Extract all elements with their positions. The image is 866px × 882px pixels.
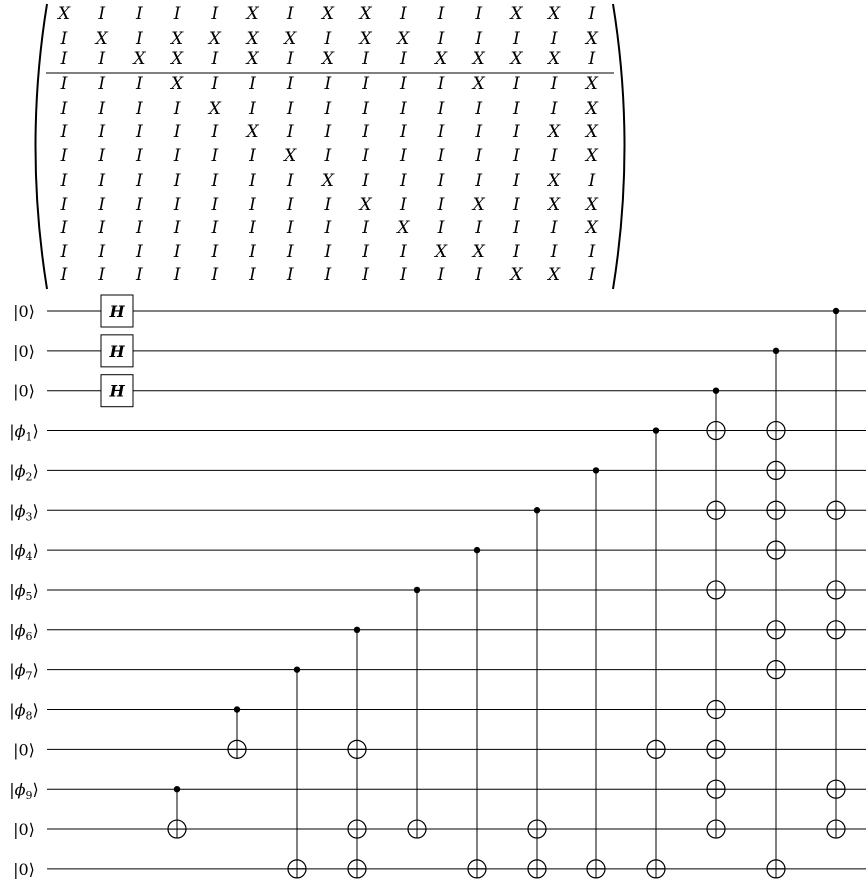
wire-label: |0⟩ <box>13 302 35 321</box>
matrix-entry: I <box>211 4 219 24</box>
matrix-entry: I <box>173 265 181 285</box>
matrix-entry: I <box>249 171 256 191</box>
matrix-entry: I <box>249 218 256 238</box>
matrix-entry: I <box>136 195 143 215</box>
matrix-entry: X <box>359 195 372 215</box>
matrix-entry: I <box>437 265 445 285</box>
matrix-entry: X <box>246 29 259 49</box>
matrix-entry: X <box>397 218 410 238</box>
matrix-entry: I <box>211 122 219 142</box>
matrix-entry: I <box>136 171 143 191</box>
matrix-entry: I <box>362 99 369 119</box>
matrix-entry: I <box>173 122 181 142</box>
matrix-entry: I <box>173 146 181 166</box>
matrix-entry: I <box>475 265 483 285</box>
wire-label: $|\phi_2⟩$ <box>9 461 39 484</box>
control-dot <box>653 427 659 433</box>
matrix-entry: I <box>362 218 369 238</box>
matrix-entry: X <box>208 99 221 119</box>
wire-label: |0⟩ <box>13 740 35 760</box>
matrix-entry: I <box>286 74 294 94</box>
matrix-entry: X <box>321 49 334 69</box>
wire-label: $|\phi_1⟩$ <box>9 421 39 444</box>
matrix-entry: I <box>60 29 68 49</box>
matrix-entry: I <box>324 74 332 94</box>
matrix-entry: I <box>324 195 332 215</box>
hadamard-gate-label: H <box>109 341 125 361</box>
control-dot <box>713 388 719 394</box>
matrix-entry: I <box>60 146 68 166</box>
matrix-entry: I <box>588 265 596 285</box>
matrix-entry: I <box>550 74 558 94</box>
matrix-entry: I <box>362 49 369 69</box>
matrix-entry: I <box>399 195 407 215</box>
matrix-entry: X <box>95 29 108 49</box>
matrix-entry: I <box>513 195 520 215</box>
matrix-entry: I <box>173 99 181 119</box>
matrix-entry: I <box>211 218 219 238</box>
matrix-entry: I <box>550 218 558 238</box>
hadamard-gate-label: H <box>109 381 125 401</box>
matrix-entry: I <box>249 146 256 166</box>
matrix-entry: X <box>284 29 297 49</box>
matrix-entry: I <box>211 49 219 69</box>
matrix-entry: I <box>399 242 407 262</box>
matrix-entry: X <box>548 195 561 215</box>
matrix-entry: X <box>510 4 523 24</box>
matrix-entry: I <box>173 171 181 191</box>
matrix-entry: I <box>513 146 520 166</box>
matrix-entry: I <box>513 99 520 119</box>
matrix-entry: I <box>98 4 106 24</box>
matrix-entry: I <box>173 195 181 215</box>
matrix-entry: I <box>399 146 407 166</box>
matrix-entry: I <box>513 74 520 94</box>
matrix-entry: X <box>133 49 146 69</box>
matrix-entry: I <box>437 122 445 142</box>
matrix-entry: I <box>437 99 445 119</box>
matrix-entry: I <box>286 49 294 69</box>
matrix-entry: I <box>437 171 445 191</box>
matrix-entry: I <box>286 99 294 119</box>
matrix-entry: I <box>249 242 256 262</box>
wire-label: |0⟩ <box>13 341 35 361</box>
matrix-entry: I <box>60 49 68 69</box>
matrix-entry: X <box>321 171 334 191</box>
matrix-entry: I <box>211 265 219 285</box>
matrix-entry: I <box>362 74 369 94</box>
matrix-entry: X <box>585 122 598 142</box>
matrix-entry: I <box>249 195 256 215</box>
matrix-entry: I <box>60 265 68 285</box>
matrix-entry: X <box>510 265 523 285</box>
control-dot <box>234 706 240 712</box>
matrix-entry: I <box>324 218 332 238</box>
matrix-entry: I <box>437 195 445 215</box>
matrix-entry: I <box>399 4 407 24</box>
matrix-entry: I <box>136 265 143 285</box>
matrix-entry: I <box>286 4 294 24</box>
wire-label: $|\phi_3⟩$ <box>9 501 39 524</box>
matrix-entry: I <box>475 171 483 191</box>
matrix-entry: I <box>588 49 596 69</box>
matrix-entry: X <box>585 29 598 49</box>
matrix-entry: I <box>136 242 143 262</box>
matrix-entry: I <box>286 195 294 215</box>
matrix-entry: I <box>513 122 520 142</box>
matrix-entry: X <box>548 49 561 69</box>
matrix-entry: X <box>585 218 598 238</box>
matrix-entry: I <box>286 242 294 262</box>
matrix-entry: I <box>211 171 219 191</box>
wire-label: $|\phi_6⟩$ <box>9 620 39 643</box>
matrix-entry: I <box>286 122 294 142</box>
quantum-circuit <box>9 295 866 879</box>
matrix-entry: I <box>249 265 256 285</box>
matrix-left-paren <box>36 4 48 289</box>
matrix-entry: I <box>362 242 369 262</box>
matrix-entry: X <box>548 171 561 191</box>
matrix-entry: I <box>136 122 143 142</box>
matrix-entry: I <box>399 265 407 285</box>
matrix-entry: I <box>286 171 294 191</box>
matrix-entry: I <box>550 242 558 262</box>
matrix-entry: I <box>475 122 483 142</box>
matrix-entry: I <box>136 4 143 24</box>
wire-label: $|\phi_5⟩$ <box>9 580 39 603</box>
matrix-entry: I <box>60 74 68 94</box>
matrix-entry: I <box>399 49 407 69</box>
matrix-entry: X <box>321 4 334 24</box>
matrix-entry: I <box>362 122 369 142</box>
matrix-entry: X <box>246 122 259 142</box>
matrix-entry: I <box>437 4 445 24</box>
matrix-entry: X <box>171 74 184 94</box>
matrix-entry: I <box>211 242 219 262</box>
matrix-entry: I <box>249 99 256 119</box>
stabilizer-matrix <box>36 4 625 289</box>
control-dot <box>414 587 420 593</box>
matrix-entry: I <box>324 29 332 49</box>
wire-label: $|\phi_4⟩$ <box>9 541 39 564</box>
matrix-entry: X <box>434 49 448 69</box>
matrix-entry: I <box>98 122 106 142</box>
matrix-entry: I <box>513 218 520 238</box>
matrix-entry: X <box>171 29 184 49</box>
control-dot <box>773 348 779 354</box>
matrix-entry: I <box>136 146 143 166</box>
matrix-entry: I <box>60 218 68 238</box>
wire-label: $|\phi_9⟩$ <box>9 780 39 803</box>
matrix-entry: I <box>173 242 181 262</box>
matrix-entry: I <box>588 171 596 191</box>
matrix-entry: I <box>98 74 106 94</box>
matrix-entry: X <box>208 29 221 49</box>
control-dot <box>833 308 839 314</box>
matrix-entry: I <box>475 29 483 49</box>
matrix-entry: X <box>585 195 598 215</box>
matrix-entry: I <box>211 146 219 166</box>
matrix-entry: I <box>513 29 520 49</box>
matrix-entry: I <box>362 265 369 285</box>
matrix-entry: X <box>585 74 598 94</box>
matrix-entry: I <box>437 29 445 49</box>
matrix-entry: I <box>475 4 483 24</box>
matrix-entry: I <box>60 122 68 142</box>
matrix-entry: I <box>437 74 445 94</box>
control-dot <box>294 666 300 672</box>
matrix-entry: I <box>98 99 106 119</box>
matrix-entry: I <box>211 74 219 94</box>
matrix-entry: I <box>513 242 520 262</box>
matrix-entry: I <box>136 74 143 94</box>
matrix-entry: I <box>136 29 143 49</box>
matrix-entry: I <box>286 265 294 285</box>
matrix-entry: X <box>359 29 372 49</box>
matrix-entry: I <box>98 242 106 262</box>
matrix-entry: I <box>98 265 106 285</box>
matrix-entry: I <box>475 218 483 238</box>
wire-label: $|\phi_8⟩$ <box>9 700 39 723</box>
matrix-entry: I <box>437 146 445 166</box>
matrix-entry: X <box>397 29 410 49</box>
matrix-entry: I <box>60 242 68 262</box>
matrix-entry: X <box>510 49 523 69</box>
matrix-entry: X <box>472 242 485 262</box>
matrix-entry: I <box>324 122 332 142</box>
matrix-entry: X <box>57 4 71 24</box>
matrix-entry: I <box>399 99 407 119</box>
matrix-entry: I <box>362 146 369 166</box>
matrix-entry: I <box>98 146 106 166</box>
matrix-entry: X <box>246 4 259 24</box>
matrix-entry: I <box>324 265 332 285</box>
hadamard-gate-label: H <box>109 302 125 321</box>
matrix-entry: X <box>585 146 598 166</box>
control-dot <box>534 507 540 513</box>
matrix-entry: X <box>548 265 561 285</box>
matrix-entry: I <box>98 195 106 215</box>
matrix-entry: I <box>399 122 407 142</box>
control-dot <box>474 547 480 553</box>
matrix-entry: I <box>136 218 143 238</box>
matrix-entry: I <box>98 171 106 191</box>
matrix-entry: I <box>588 4 596 24</box>
wire-label: $|\phi_7⟩$ <box>9 660 39 683</box>
matrix-entry: I <box>211 195 219 215</box>
matrix-entry: X <box>434 242 448 262</box>
matrix-entry: I <box>60 171 68 191</box>
control-dot <box>354 627 360 633</box>
matrix-entry: I <box>98 218 106 238</box>
matrix-entry: I <box>475 146 483 166</box>
matrix-entry: I <box>286 218 294 238</box>
matrix-entry: X <box>359 4 372 24</box>
wire-label: |0⟩ <box>13 859 35 879</box>
matrix-entry: I <box>437 218 445 238</box>
matrix-entry: I <box>475 99 483 119</box>
matrix-entry: X <box>171 49 184 69</box>
matrix-entry: I <box>136 99 143 119</box>
matrix-entry: I <box>60 99 68 119</box>
matrix-entry: X <box>548 122 561 142</box>
matrix-entry: I <box>173 218 181 238</box>
matrix-entry: I <box>249 74 256 94</box>
control-dot <box>174 786 180 792</box>
matrix-entry: I <box>513 171 520 191</box>
matrix-entry: I <box>324 146 332 166</box>
wire-label: |0⟩ <box>13 820 35 840</box>
matrix-entry: I <box>399 171 407 191</box>
matrix-right-paren <box>613 4 625 289</box>
matrix-entry: X <box>246 49 259 69</box>
matrix-entry: X <box>585 99 598 119</box>
matrix-entry: I <box>324 242 332 262</box>
matrix-entry: I <box>399 74 407 94</box>
matrix-entry: X <box>284 146 297 166</box>
matrix-entry: I <box>324 99 332 119</box>
matrix-entry: I <box>362 171 369 191</box>
matrix-entry: I <box>550 29 558 49</box>
matrix-entry: I <box>60 195 68 215</box>
matrix-entry: X <box>548 4 561 24</box>
matrix-entry: X <box>472 74 485 94</box>
matrix-entry: I <box>173 4 181 24</box>
matrix-entry: I <box>550 146 558 166</box>
matrix-entry: X <box>472 195 485 215</box>
matrix-entry: I <box>550 99 558 119</box>
matrix-entry: X <box>472 49 485 69</box>
control-dot <box>593 467 599 473</box>
wire-label: |0⟩ <box>13 381 35 401</box>
matrix-entry: I <box>98 49 106 69</box>
matrix-entry: I <box>588 242 596 262</box>
